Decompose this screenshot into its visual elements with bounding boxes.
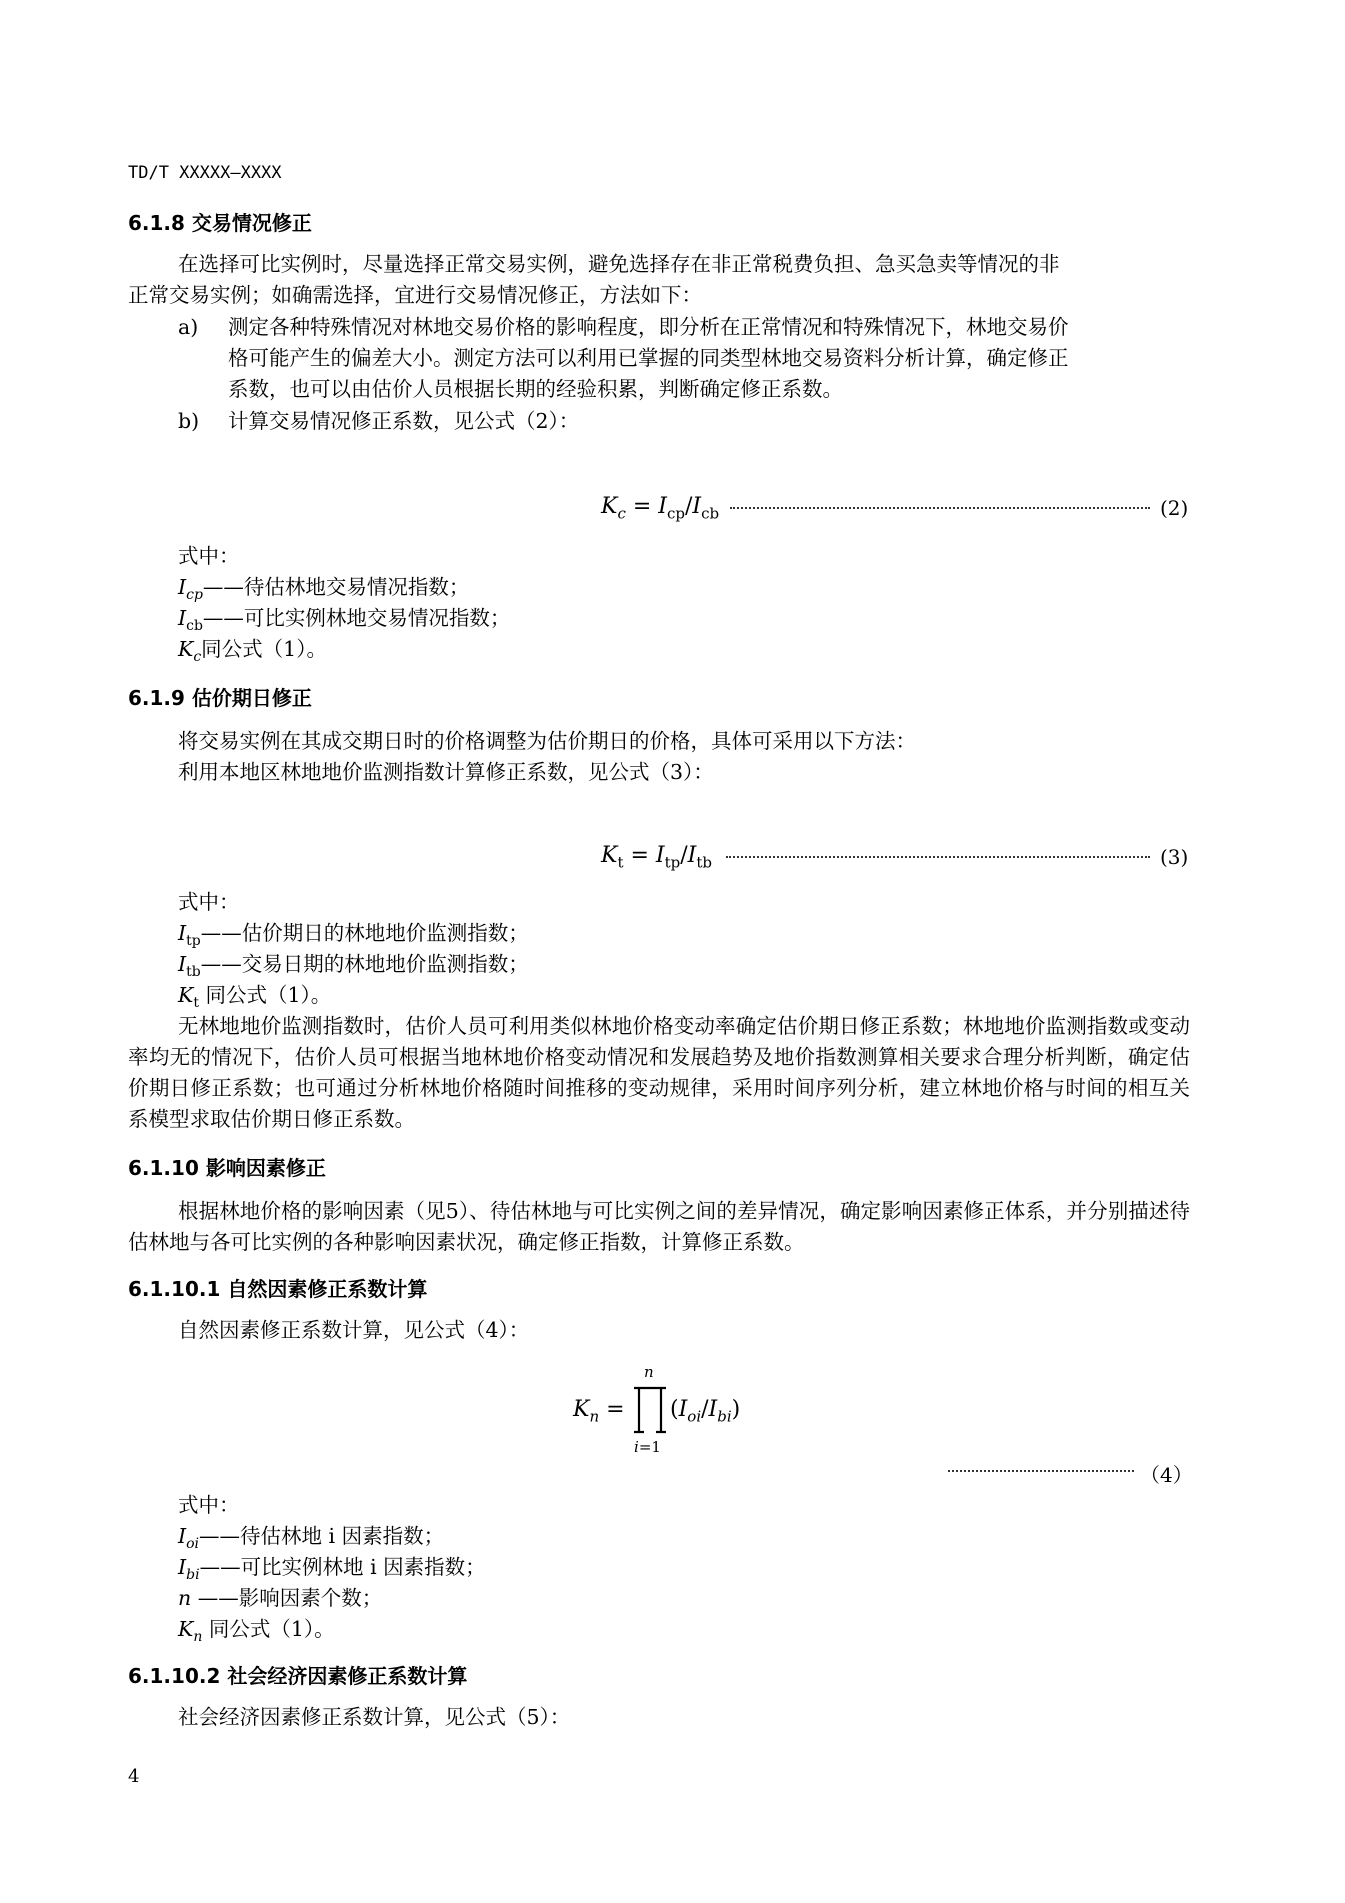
paragraph: 将交易实例在其成交期日时的价格调整为估价期日的价格，具体可采用以下方法： xyxy=(178,729,916,753)
paragraph: 正常交易实例；如确需选择，宜进行交易情况修正，方法如下： xyxy=(128,283,702,307)
equation-number: （4） xyxy=(1140,1463,1193,1487)
list-item-a: 系数，也可以由估价人员根据长期的经验积累，判断确定修正系数。 xyxy=(228,377,843,401)
list-item-a: 测定各种特殊情况对林地交易价格的影响程度，即分析在正常情况和特殊情况下，林地交易价 xyxy=(228,315,1069,339)
definition: $K_c$同公式（1）。 xyxy=(178,637,327,665)
definition: $I_{bi}——$可比实例林地 i 因素指数； xyxy=(178,1555,486,1583)
list-marker-b: b) xyxy=(178,409,200,433)
list-item-b: 计算交易情况修正系数，见公式（2）： xyxy=(228,409,580,433)
equation-number: (3) xyxy=(1160,845,1189,869)
list-item-a: 格可能产生的偏差大小。测定方法可以利用已掌握的同类型林地交易资料分析计算，确定修正 xyxy=(228,346,1069,370)
where-label: 式中： xyxy=(178,1493,240,1517)
document-header: TD/T XXXXX—XXXX xyxy=(128,163,282,183)
paragraph: 无林地地价监测指数时，估价人员可利用类似林地价格变动率确定估价期日修正系数；林地地价监测指数或变动率均无的情况下，估价人员可根据当地林地价格变动情况和发展趋势及地价指数测算相关要求合理分析判断，确定估价期日修正系数；也可通过分析林地价格随时间推移的变动规律，采用时间序列分析，建立林地价格与时间的相互关系模型求取估价期日修正系数。 xyxy=(128,1014,1190,1131)
paragraph: 在选择可比实例时，尽量选择正常交易实例，避免选择存在非正常税费负担、急买急卖等情况的非 xyxy=(178,252,1060,276)
definition: $I_{cp}——$待估林地交易情况指数； xyxy=(178,575,470,603)
paragraph: 社会经济因素修正系数计算，见公式（5）： xyxy=(178,1705,571,1729)
definition: $I_{cb}——$可比实例林地交易情况指数； xyxy=(178,606,511,634)
where-label: 式中： xyxy=(178,890,240,914)
formula-2: $K_c = I_{cp}/I_{cb}$ xyxy=(601,494,720,523)
heading-6-1-10: 6.1.10 影响因素修正 xyxy=(128,1156,326,1180)
definition: n ——影响因素个数； xyxy=(178,1586,383,1610)
heading-6-1-8: 6.1.8 交易情况修正 xyxy=(128,211,312,235)
heading-6-1-9: 6.1.9 估价期日修正 xyxy=(128,686,312,710)
definition: $I_{oi}——$待估林地 i 因素指数； xyxy=(178,1524,445,1552)
leader-dots xyxy=(948,1468,1134,1472)
heading-6-1-10-2: 6.1.10.2 社会经济因素修正系数计算 xyxy=(128,1664,468,1688)
document-page: TD/T XXXXX—XXXX 6.1.8 交易情况修正 在选择可比实例时，尽量选择正常交易实例，避免选择存在非正常税费负担、急买急卖等情况的非 正常交易实例；如确需选择，宜进行交易情况修正，方法如下： a) 测定各种特殊情况对林地交易价格的影响程度，即分析在正常情况和特殊情况下，林地交易价 格可能产生的偏差大小。测定方法可以利用已掌握的同类型林地交易资料分析计算，确定修正 系数，也可以由估价人员根据长期的经验积累，判断确定修正系数。 b) 计算交易情况修正系数，见公式（2）： $K_c = I_{cp}/I_{cb}$ (2) 式中： $I_{cp}——$待估林地交易情况指数； $I_{cb}——$可比实例林地交易情况指数； $K_c$同公式（1）。 6.1.9 估价期日修正 将交易实例在其成交期日时的价格调整为估价期日的价格，具体可采用以下方法： 利用本地区林地地价监测指数计算修正系数，见公式（3）： $K_t = I_{tp}/I_{tb}$ (3) 式中： $I_{tp}——$估价期日的林地地价监测指数； $I_{tb}——$交易日期的林地地价监测指数； $K_t$ 同公式（1）。 无林地地价监测指数时，估价人员可利用类似林地价格变动率确定估价期日修正系数；林地地价监测指数或变动率均无的情况下，估价人员可根据当地林地价格变动情况和发展趋势及地价指数测算相关要求合理分析判断，确定估价期日修正系数；也可通过分析林地价格随时间推移的变动规律，采用时间序列分析，建立林地价格与时间的相互关系模型求取估价期日修正系数。 6.1.10 影响因素修正 根据林地价格的影响因素（见5）、待估林地与可比实例之间的差异情况，确定影响因素修正体系，并分别描述待估林地与各可比实例的各种影响因素状况，确定修正指数，计算修正系数。 6.1.10.1 自然因素修正系数计算 自然因素修正系数计算，见公式（4）： $K_n$ = n i=1 $(I_{oi}/I_{bi})$ （4） 式中： $I_{oi}——$待估林地 i 因素指数； $I_{bi}——$可比实例林地 i 因素指数； n ——影响因素个数； $K_n$ 同公式（1）。 6.1.10.2 社会经济因素修正系数计算 社会经济因素修正系数计算，见公式（5）： 4 xyxy=(128,163,1193,1787)
definition: $I_{tb}——$交易日期的林地地价监测指数； xyxy=(178,952,529,980)
paragraph: 自然因素修正系数计算，见公式（4）： xyxy=(178,1318,530,1342)
definition: $K_n$ 同公式（1）。 xyxy=(178,1617,335,1645)
product-symbol-icon xyxy=(632,1386,668,1434)
list-marker-a: a) xyxy=(178,315,199,339)
formula-3: $K_t = I_{tp}/I_{tb}$ xyxy=(601,843,712,872)
definition: $I_{tp}——$估价期日的林地地价监测指数； xyxy=(178,921,529,949)
definition: $K_t$ 同公式（1）。 xyxy=(178,983,332,1011)
leader-dots xyxy=(726,854,1150,858)
page-number: 4 xyxy=(128,1766,140,1787)
where-label: 式中： xyxy=(178,544,240,568)
paragraph: 根据林地价格的影响因素（见5）、待估林地与可比实例之间的差异情况，确定影响因素修正体系，并分别描述待估林地与各可比实例的各种影响因素状况，确定修正指数，计算修正系数。 xyxy=(128,1199,1190,1254)
heading-6-1-10-1: 6.1.10.1 自然因素修正系数计算 xyxy=(128,1277,428,1301)
leader-dots xyxy=(730,505,1150,509)
paragraph: 利用本地区林地地价监测指数计算修正系数，见公式（3）： xyxy=(178,760,714,784)
equation-number: (2) xyxy=(1160,496,1189,520)
